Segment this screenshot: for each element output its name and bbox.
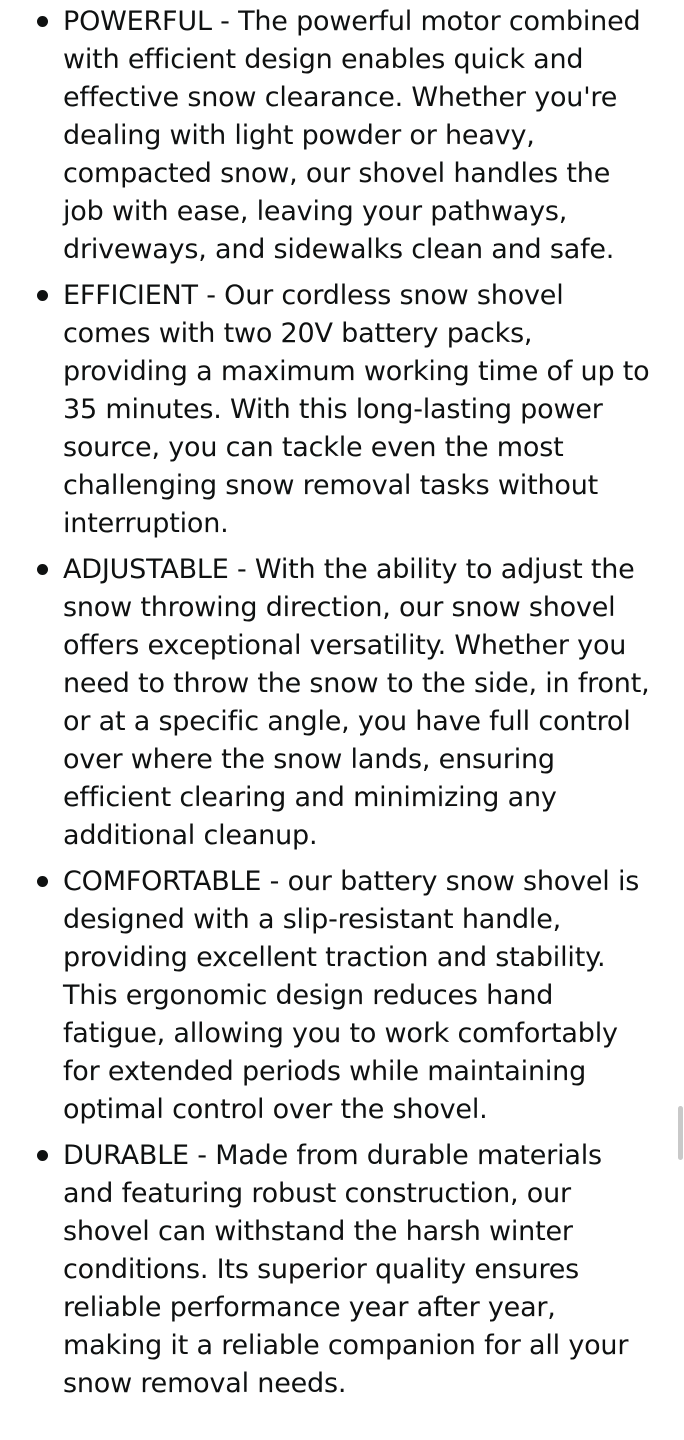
feature-item-powerful (0, 3, 684, 269)
bullet-dot-icon (37, 876, 48, 887)
feature-bullet-list (0, 3, 684, 1411)
feature-item-adjustable (0, 551, 684, 855)
feature-text: POWERFUL - The powerful motor combined with efficient design enables quick and effective snow clearance. Whether you're dealing with light powder or heavy, compacted snow, our shovel handles the job with ease, leaving your pathways, driveways, and sidewalks clean and safe. (63, 6, 641, 265)
scrollbar-thumb[interactable] (678, 1106, 683, 1160)
feature-item-efficient (0, 277, 684, 543)
feature-text: ADJUSTABLE - With the ability to adjust the snow throwing direction, our snow shovel offers exceptional versatility. Whether you need to throw the snow to the side, in front, or at a specific angle, you have full control over where the snow lands, ensuring efficient clearing and minimizing any additional cleanup. (63, 554, 650, 851)
feature-text: EFFICIENT - Our cordless snow shovel comes with two 20V battery packs, providing a maximum working time of up to 35 minutes. With this long-lasting power source, you can tackle even the most challenging snow removal tasks without interruption. (63, 280, 650, 539)
feature-item-durable (0, 1137, 684, 1403)
feature-text: COMFORTABLE - our battery snow shovel is designed with a slip-resistant handle, providing excellent traction and stability. This ergonomic design reduces hand fatigue, allowing you to work comfortably for extended periods while maintaining optimal control over the shovel. (63, 866, 640, 1125)
feature-item-comfortable (0, 863, 684, 1129)
bullet-dot-icon (37, 16, 48, 27)
bullet-dot-icon (37, 564, 48, 575)
bullet-dot-icon (37, 1150, 48, 1161)
bullet-dot-icon (37, 290, 48, 301)
feature-text: DURABLE - Made from durable materials and featuring robust construction, our shovel can withstand the harsh winter conditions. Its superior quality ensures reliable performance year after year, making it a reliable companion for all your snow removal needs. (63, 1140, 629, 1399)
